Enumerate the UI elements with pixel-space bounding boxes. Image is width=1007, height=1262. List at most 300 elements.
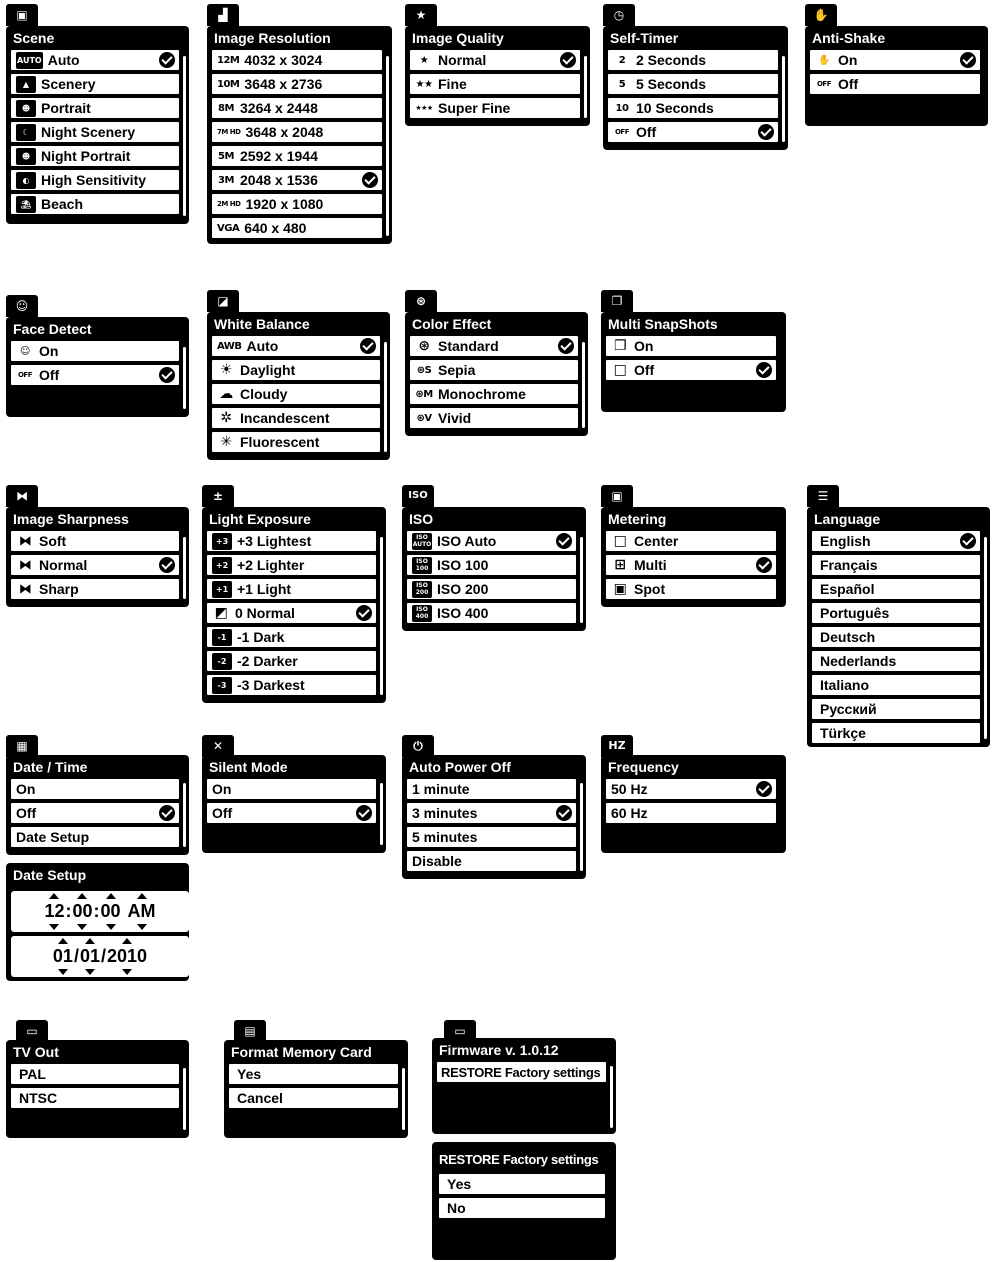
item-label: Spot [634, 581, 666, 597]
anti-shake-item-on[interactable] [809, 49, 981, 71]
tv-out-menu [6, 1020, 189, 1138]
scrollbar[interactable] [984, 537, 987, 739]
face-tab-icon: ☺ [6, 295, 38, 317]
tv-tab-icon: ▭ [16, 1020, 48, 1042]
face-title: Face Detect [13, 321, 92, 337]
silent-item-off[interactable] [206, 802, 377, 824]
tv-item-ntsc[interactable] [10, 1087, 180, 1109]
second-spinner[interactable]: 00 [100, 901, 121, 921]
sharpness-item-normal[interactable] [10, 554, 180, 576]
multi-metering-icon: ⊞ [614, 557, 626, 573]
frequency-panel [601, 755, 786, 853]
snap-item-on[interactable] [605, 335, 777, 357]
exposure-title: Light Exposure [209, 511, 311, 527]
color-panel [405, 312, 588, 436]
hour-spinner[interactable]: 12 [44, 901, 65, 921]
item-label: Auto [246, 338, 279, 354]
time-setter[interactable]: 12 : 00 : 00 AM [11, 891, 189, 932]
timer-off-icon: OFF [614, 128, 629, 136]
silent-title: Silent Mode [209, 759, 288, 775]
iso-item-auto[interactable] [406, 530, 577, 552]
power-title: Auto Power Off [409, 759, 511, 775]
frequency-item-50[interactable] [605, 778, 777, 800]
check-icon [756, 362, 772, 378]
cloud-icon: ☁ [219, 386, 233, 402]
tv-item-pal[interactable] [10, 1063, 180, 1085]
scrollbar[interactable] [580, 537, 583, 623]
resolution-item[interactable] [211, 169, 383, 191]
image-resolution-menu [207, 4, 392, 244]
5m-icon: 5M [218, 150, 234, 162]
check-icon [756, 557, 772, 573]
scene-item-auto[interactable] [10, 49, 180, 71]
high-sensitivity-icon: ◐ [16, 172, 36, 189]
anti-shake-item-off[interactable] [809, 73, 981, 95]
item-label: 3264 x 2448 [240, 100, 318, 116]
quality-item-fine[interactable] [409, 73, 581, 95]
resolution-item[interactable] [211, 121, 383, 143]
item-label: 640 x 480 [244, 220, 307, 236]
quality-panel [405, 26, 590, 126]
check-icon [960, 533, 976, 549]
scrollbar[interactable] [380, 783, 383, 845]
format-tab-icon: ▤ [234, 1020, 266, 1042]
wb-item-fluorescent[interactable] [211, 431, 381, 453]
item-label: Off [838, 76, 859, 92]
language-item-dutch[interactable] [811, 650, 981, 672]
firmware-panel [432, 1038, 616, 1134]
wb-title: White Balance [214, 316, 310, 332]
light-exposure-menu [202, 485, 386, 703]
color-vivid-icon: ⊛V [416, 412, 432, 424]
firmware-tab-icon: ▭ [444, 1020, 476, 1042]
center-metering-icon: □ [613, 533, 627, 549]
item-label: On [39, 343, 59, 359]
exposure-item[interactable] [206, 674, 377, 696]
date-time-panel [6, 755, 189, 855]
language-item-german[interactable] [811, 626, 981, 648]
scrollbar[interactable] [183, 537, 186, 599]
iso-400-icon: ISO 400 [412, 605, 432, 622]
wb-item-daylight[interactable] [211, 359, 381, 381]
scene-item-scenery[interactable] [10, 73, 180, 95]
item-label: No [447, 1200, 466, 1216]
timer-panel [603, 26, 788, 150]
check-icon [556, 533, 572, 549]
scrollbar[interactable] [183, 1068, 186, 1130]
item-label: 0 Normal [235, 605, 295, 621]
language-tab-icon: ☰ [807, 485, 839, 507]
item-label: Scenery [41, 76, 96, 92]
power-item-disable[interactable] [406, 850, 577, 872]
iso-title: ISO [409, 511, 434, 527]
item-label: -1 Dark [237, 629, 285, 645]
item-label: Yes [237, 1066, 262, 1082]
sun-icon: ☀ [219, 362, 233, 378]
image-quality-menu [405, 4, 590, 126]
power-tab-icon: ⏻ [402, 735, 434, 757]
check-icon [356, 605, 372, 621]
scene-item-night-portrait[interactable] [10, 145, 180, 167]
7m-hd-icon: 7M HD [217, 128, 241, 136]
exposure-item[interactable] [206, 578, 377, 600]
item-label: Monochrome [438, 386, 526, 402]
color-item-standard[interactable] [409, 335, 579, 357]
item-label: 2048 x 1536 [240, 172, 318, 188]
scrollbar[interactable] [380, 537, 383, 695]
quality-item-normal[interactable] [409, 49, 581, 71]
iso-item-200[interactable] [406, 578, 577, 600]
auto-mode-icon: AUTO [16, 52, 43, 69]
date-time-item-on[interactable] [10, 778, 180, 800]
color-tab-icon: ⊛ [405, 290, 437, 312]
scrollbar[interactable] [402, 1068, 405, 1130]
scene-title: Scene [13, 30, 55, 46]
portrait-icon: ☻ [16, 100, 36, 117]
iso-item-400[interactable] [406, 602, 577, 624]
language-item-russian[interactable] [811, 698, 981, 720]
timer-item-off[interactable] [607, 121, 779, 143]
silent-tab-icon: ✕ [202, 735, 234, 757]
frequency-menu [601, 735, 786, 853]
wb-item-incandescent[interactable] [211, 407, 381, 429]
tv-title: TV Out [13, 1044, 59, 1060]
check-icon [556, 805, 572, 821]
check-icon [159, 805, 175, 821]
item-label: 2 Seconds [636, 52, 707, 68]
language-item-english[interactable] [811, 530, 981, 552]
scrollbar[interactable] [580, 783, 583, 871]
item-label: +2 Lighter [237, 557, 305, 573]
scene-item-high-sensitivity[interactable] [10, 169, 180, 191]
exposure-tab-icon: ± [202, 485, 234, 507]
item-label: 3648 x 2736 [244, 76, 323, 92]
anti-shake-menu [805, 4, 988, 126]
language-item-french[interactable] [811, 554, 981, 576]
item-label: ISO 100 [437, 557, 489, 573]
item-label: On [16, 781, 36, 797]
item-label: Cancel [237, 1090, 283, 1106]
item-label: 4032 x 3024 [244, 52, 323, 68]
item-label: Sepia [438, 362, 476, 378]
date-time-item-setup[interactable] [10, 826, 180, 848]
item-label: Auto [47, 52, 80, 68]
hand-off-icon: OFF [816, 80, 831, 88]
date-time-title: Date / Time [13, 759, 88, 775]
sharpness-panel [6, 507, 189, 607]
soft-icon: ⧓ [18, 533, 32, 549]
resolution-item[interactable] [211, 145, 383, 167]
metering-item-multi[interactable] [605, 554, 777, 576]
item-label: Portrait [41, 100, 91, 116]
resolution-item[interactable] [211, 193, 383, 215]
exposure-item[interactable] [206, 530, 377, 552]
timer-2s-icon: 2 [618, 54, 626, 66]
scene-item-beach[interactable] [10, 193, 180, 215]
timer-tab-icon: ◷ [603, 4, 635, 26]
ampm-spinner[interactable]: AM [127, 901, 156, 921]
resolution-title: Image Resolution [214, 30, 331, 46]
face-detect-menu [6, 295, 189, 417]
item-label: ISO 200 [437, 581, 489, 597]
scrollbar[interactable] [782, 56, 785, 142]
item-label: PAL [19, 1066, 46, 1082]
item-label: Super Fine [438, 100, 511, 116]
sharpness-tab-icon: ⧓ [6, 485, 38, 507]
color-effect-menu [405, 290, 588, 436]
item-label: Cloudy [240, 386, 288, 402]
date-time-menu [6, 735, 189, 855]
ev-plus3-icon: +3 [212, 533, 232, 550]
star-icon: ★ [419, 54, 429, 66]
exposure-item[interactable] [206, 602, 377, 624]
metering-item-spot[interactable] [605, 578, 777, 600]
item-label: Deutsch [820, 629, 876, 645]
sharpness-item-sharp[interactable] [10, 578, 180, 600]
snap-title: Multi SnapShots [608, 316, 718, 332]
item-label: Off [39, 367, 60, 383]
exposure-panel [202, 507, 386, 703]
language-item-italian[interactable] [811, 674, 981, 696]
language-panel [807, 507, 990, 747]
scene-item-portrait[interactable] [10, 97, 180, 119]
sharpness-item-soft[interactable] [10, 530, 180, 552]
item-label: 3648 x 2048 [245, 124, 324, 140]
iso-item-100[interactable] [406, 554, 577, 576]
item-label: Center [634, 533, 679, 549]
multi-frame-icon: ❐ [613, 338, 627, 354]
normal-sharpness-icon: ⧓ [18, 557, 32, 573]
power-panel [402, 755, 586, 879]
wb-item-auto[interactable] [211, 335, 381, 357]
frequency-item-60[interactable] [605, 802, 777, 824]
exposure-item[interactable] [206, 626, 377, 648]
face-item-off[interactable] [10, 364, 180, 386]
item-label: Beach [41, 196, 84, 212]
date-time-tab-icon: ▦ [6, 735, 38, 757]
quality-tab-icon: ★ [405, 4, 437, 26]
face-item-on[interactable] [10, 340, 180, 362]
tv-panel [6, 1040, 189, 1138]
resolution-item[interactable] [211, 49, 383, 71]
scrollbar[interactable] [183, 783, 186, 847]
2m-hd-icon: 2M HD [217, 200, 241, 208]
item-label: 50 Hz [611, 781, 648, 797]
format-title: Format Memory Card [231, 1044, 372, 1060]
color-title: Color Effect [412, 316, 492, 332]
item-label: 5 Seconds [636, 76, 707, 92]
exposure-item[interactable] [206, 650, 377, 672]
restore-yes-button[interactable] [438, 1173, 606, 1195]
silent-item-on[interactable] [206, 778, 377, 800]
item-label: +3 Lightest [237, 533, 312, 549]
format-item-cancel[interactable] [228, 1087, 399, 1109]
quality-title: Image Quality [412, 30, 504, 46]
scene-item-night-scenery[interactable] [10, 121, 180, 143]
vga-icon: VGA [217, 222, 240, 234]
sharp-icon: ⧓ [18, 581, 32, 597]
color-item-monochrome[interactable] [409, 383, 579, 405]
frequency-tab-icon: HZ [601, 735, 633, 757]
check-icon [362, 172, 378, 188]
item-label: RESTORE Factory settings [441, 1064, 601, 1080]
language-item-portuguese[interactable] [811, 602, 981, 624]
snap-item-off[interactable] [605, 359, 777, 381]
format-panel [224, 1040, 408, 1138]
check-icon [558, 338, 574, 354]
item-label: Español [820, 581, 875, 597]
language-item-turkish[interactable] [811, 722, 981, 744]
scene-tab-icon: ▣ [6, 4, 38, 26]
metering-panel [601, 507, 786, 607]
item-label: Night Scenery [41, 124, 136, 140]
color-item-sepia[interactable] [409, 359, 579, 381]
ev-plus1-icon: +1 [212, 581, 232, 598]
iso-200-icon: ISO 200 [412, 581, 432, 598]
scrollbar[interactable] [582, 342, 585, 428]
item-label: 2592 x 1944 [240, 148, 318, 164]
timer-item-10s[interactable] [607, 97, 779, 119]
item-label: Normal [39, 557, 88, 573]
spot-metering-icon: ▣ [613, 581, 627, 597]
restore-factory-settings-item[interactable] [436, 1061, 607, 1083]
item-label: Standard [438, 338, 499, 354]
scrollbar[interactable] [386, 56, 389, 236]
item-label: Sharp [39, 581, 79, 597]
anti-shake-tab-icon: ✋ [805, 4, 837, 26]
item-label: -2 Darker [237, 653, 298, 669]
date-time-item-off[interactable] [10, 802, 180, 824]
day-spinner[interactable]: 01 [79, 946, 100, 966]
item-label: Vivid [438, 410, 472, 426]
resolution-item[interactable] [211, 73, 383, 95]
item-label: Disable [412, 853, 462, 869]
item-label: Türkçe [820, 725, 866, 741]
ev-minus3-icon: -3 [212, 677, 232, 694]
wb-panel [207, 312, 390, 460]
wb-item-cloudy[interactable] [211, 383, 381, 405]
image-sharpness-menu [6, 485, 189, 607]
check-icon [560, 52, 576, 68]
resolution-item[interactable] [211, 97, 383, 119]
item-label: 1 minute [412, 781, 470, 797]
scrollbar[interactable] [584, 56, 587, 118]
item-label: Italiano [820, 677, 870, 693]
bulb-icon: ✲ [220, 410, 232, 426]
exposure-item[interactable] [206, 554, 377, 576]
two-stars-icon: ★★ [415, 78, 433, 90]
item-label: Night Portrait [41, 148, 131, 164]
minute-spinner[interactable]: 00 [72, 901, 93, 921]
single-frame-icon: □ [613, 362, 627, 378]
item-label: Português [820, 605, 890, 621]
ev-minus1-icon: -1 [212, 629, 232, 646]
anti-shake-title: Anti-Shake [812, 30, 886, 46]
silent-panel [202, 755, 386, 853]
item-label: On [838, 52, 858, 68]
metering-item-center[interactable] [605, 530, 777, 552]
ev-zero-icon: ◩ [214, 605, 228, 621]
quality-item-super-fine[interactable] [409, 97, 581, 119]
metering-tab-icon: ▣ [601, 485, 633, 507]
item-label: Fluorescent [240, 434, 320, 450]
timer-item-2s[interactable] [607, 49, 779, 71]
timer-title: Self-Timer [610, 30, 679, 46]
check-icon [356, 805, 372, 821]
format-item-yes[interactable] [228, 1063, 399, 1085]
resolution-panel [207, 26, 392, 244]
date-setter[interactable]: 01 / 01 / 2010 [11, 936, 189, 977]
fluorescent-icon: ✳ [220, 434, 232, 450]
snap-panel [601, 312, 786, 412]
white-balance-menu [207, 290, 390, 460]
auto-power-off-menu [402, 735, 586, 879]
item-label: Incandescent [240, 410, 330, 426]
snap-tab-icon: ❐ [601, 290, 633, 312]
item-label: Yes [447, 1176, 472, 1192]
night-scenery-icon: ☾ [16, 124, 36, 141]
power-item-5min[interactable] [406, 826, 577, 848]
restore-no-button[interactable] [438, 1197, 606, 1219]
scrollbar[interactable] [183, 56, 186, 216]
self-timer-menu [603, 4, 788, 150]
restore-dialog [432, 1142, 616, 1260]
8m-icon: 8M [218, 102, 234, 114]
item-label: High Sensitivity [41, 172, 147, 188]
color-sepia-icon: ⊛S [416, 364, 432, 376]
timer-item-5s[interactable] [607, 73, 779, 95]
scrollbar[interactable] [183, 347, 186, 409]
month-spinner[interactable]: 01 [52, 946, 73, 966]
date-setup-title: Date Setup [13, 867, 87, 883]
item-label: Français [820, 557, 878, 573]
item-label: +1 Light [237, 581, 292, 597]
power-item-1min[interactable] [406, 778, 577, 800]
check-icon [159, 52, 175, 68]
date-setup-panel [6, 863, 189, 981]
multi-snapshots-menu [601, 290, 786, 412]
iso-panel [402, 507, 586, 631]
color-item-vivid[interactable] [409, 407, 579, 429]
power-item-3min[interactable] [406, 802, 577, 824]
3m-icon: 3M [218, 174, 234, 186]
item-label: 5 minutes [412, 829, 478, 845]
item-label: Multi [634, 557, 667, 573]
item-label: Normal [438, 52, 487, 68]
iso-menu [402, 485, 586, 631]
item-label: Русский [820, 701, 877, 717]
check-icon [159, 557, 175, 573]
language-item-spanish[interactable] [811, 578, 981, 600]
resolution-tab-icon: ▟ [207, 4, 239, 26]
awb-icon: AWB [217, 340, 242, 352]
iso-100-icon: ISO 100 [412, 557, 432, 574]
firmware-title: Firmware v. 1.0.12 [439, 1042, 559, 1058]
item-label: Off [16, 805, 37, 821]
item-label: Soft [39, 533, 67, 549]
metering-title: Metering [608, 511, 667, 527]
face-icon: ☺ [20, 345, 30, 357]
scrollbar[interactable] [610, 1066, 613, 1128]
scrollbar[interactable] [384, 342, 387, 452]
12m-icon: 12M [217, 54, 240, 66]
item-label: Off [634, 362, 655, 378]
item-label: 1920 x 1080 [245, 196, 324, 212]
face-off-icon: OFF [17, 371, 32, 379]
silent-mode-menu [202, 735, 386, 853]
year-spinner[interactable]: 2010 [107, 946, 148, 966]
resolution-item[interactable] [211, 217, 383, 239]
